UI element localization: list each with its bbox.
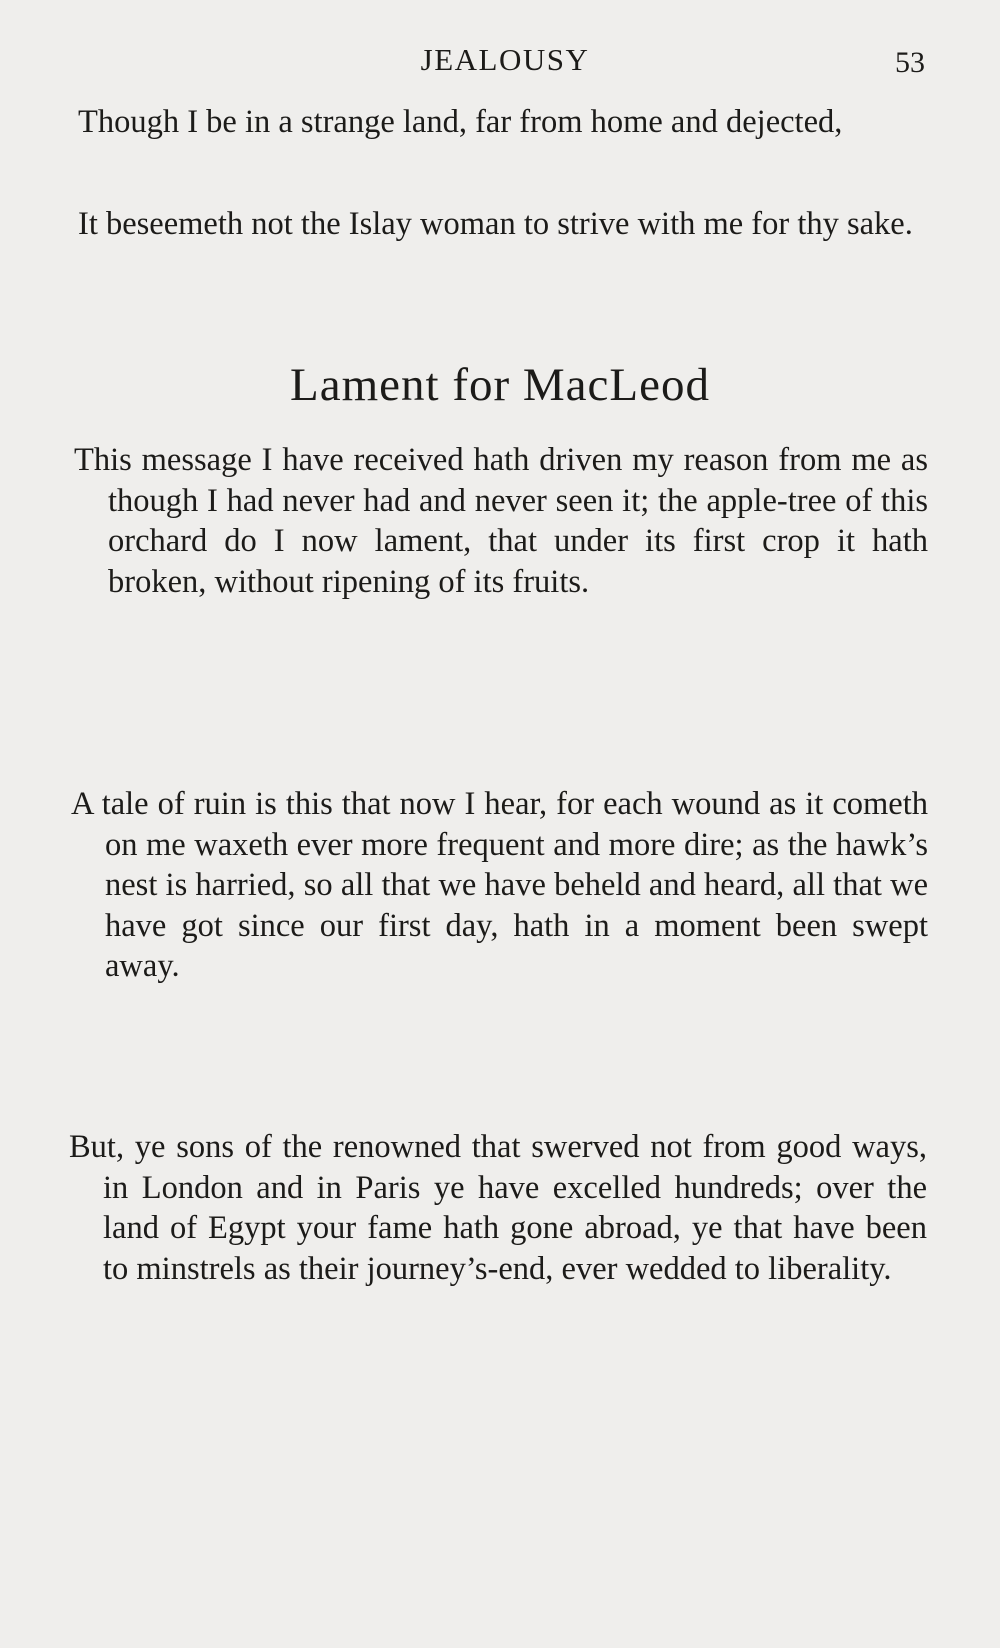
lament-stanza-3: But, ye sons of the renowned that swerved not from good ways, in London and in Paris ye have excelled hundreds; over the land of Egypt your fame hath gone abroad, ye that have been to minstrels as their journey’s-end, ever wedded to liberality. <box>69 1129 927 1287</box>
preceding-poem-stanza-1: Though I be in a strange land, far from home and dejected, <box>78 104 843 140</box>
lament-stanza-2: A tale of ruin is this that now I hear, for each wound as it cometh on me waxeth ever more frequent and more dire; as the hawk’s nest is harried, so all that we have beheld and heard, all that we have got since our first day, hath in a moment been swept away. <box>71 786 928 984</box>
section-heading: Lament for MacLeod <box>290 359 710 411</box>
preceding-poem-stanza-2: It beseemeth not the Islay woman to strive with me for thy sake. <box>78 206 913 242</box>
running-head <box>0 40 1000 84</box>
running-title: JEALOUSY <box>420 42 590 77</box>
lament-stanza-1: This message I have received hath driven my reason from me as though I had never had and never seen it; the apple-tree of this orchard do I now lament, that under its first crop it hath broken, without ripening of its fruits. <box>74 442 928 600</box>
page-number: 53 <box>895 46 925 79</box>
